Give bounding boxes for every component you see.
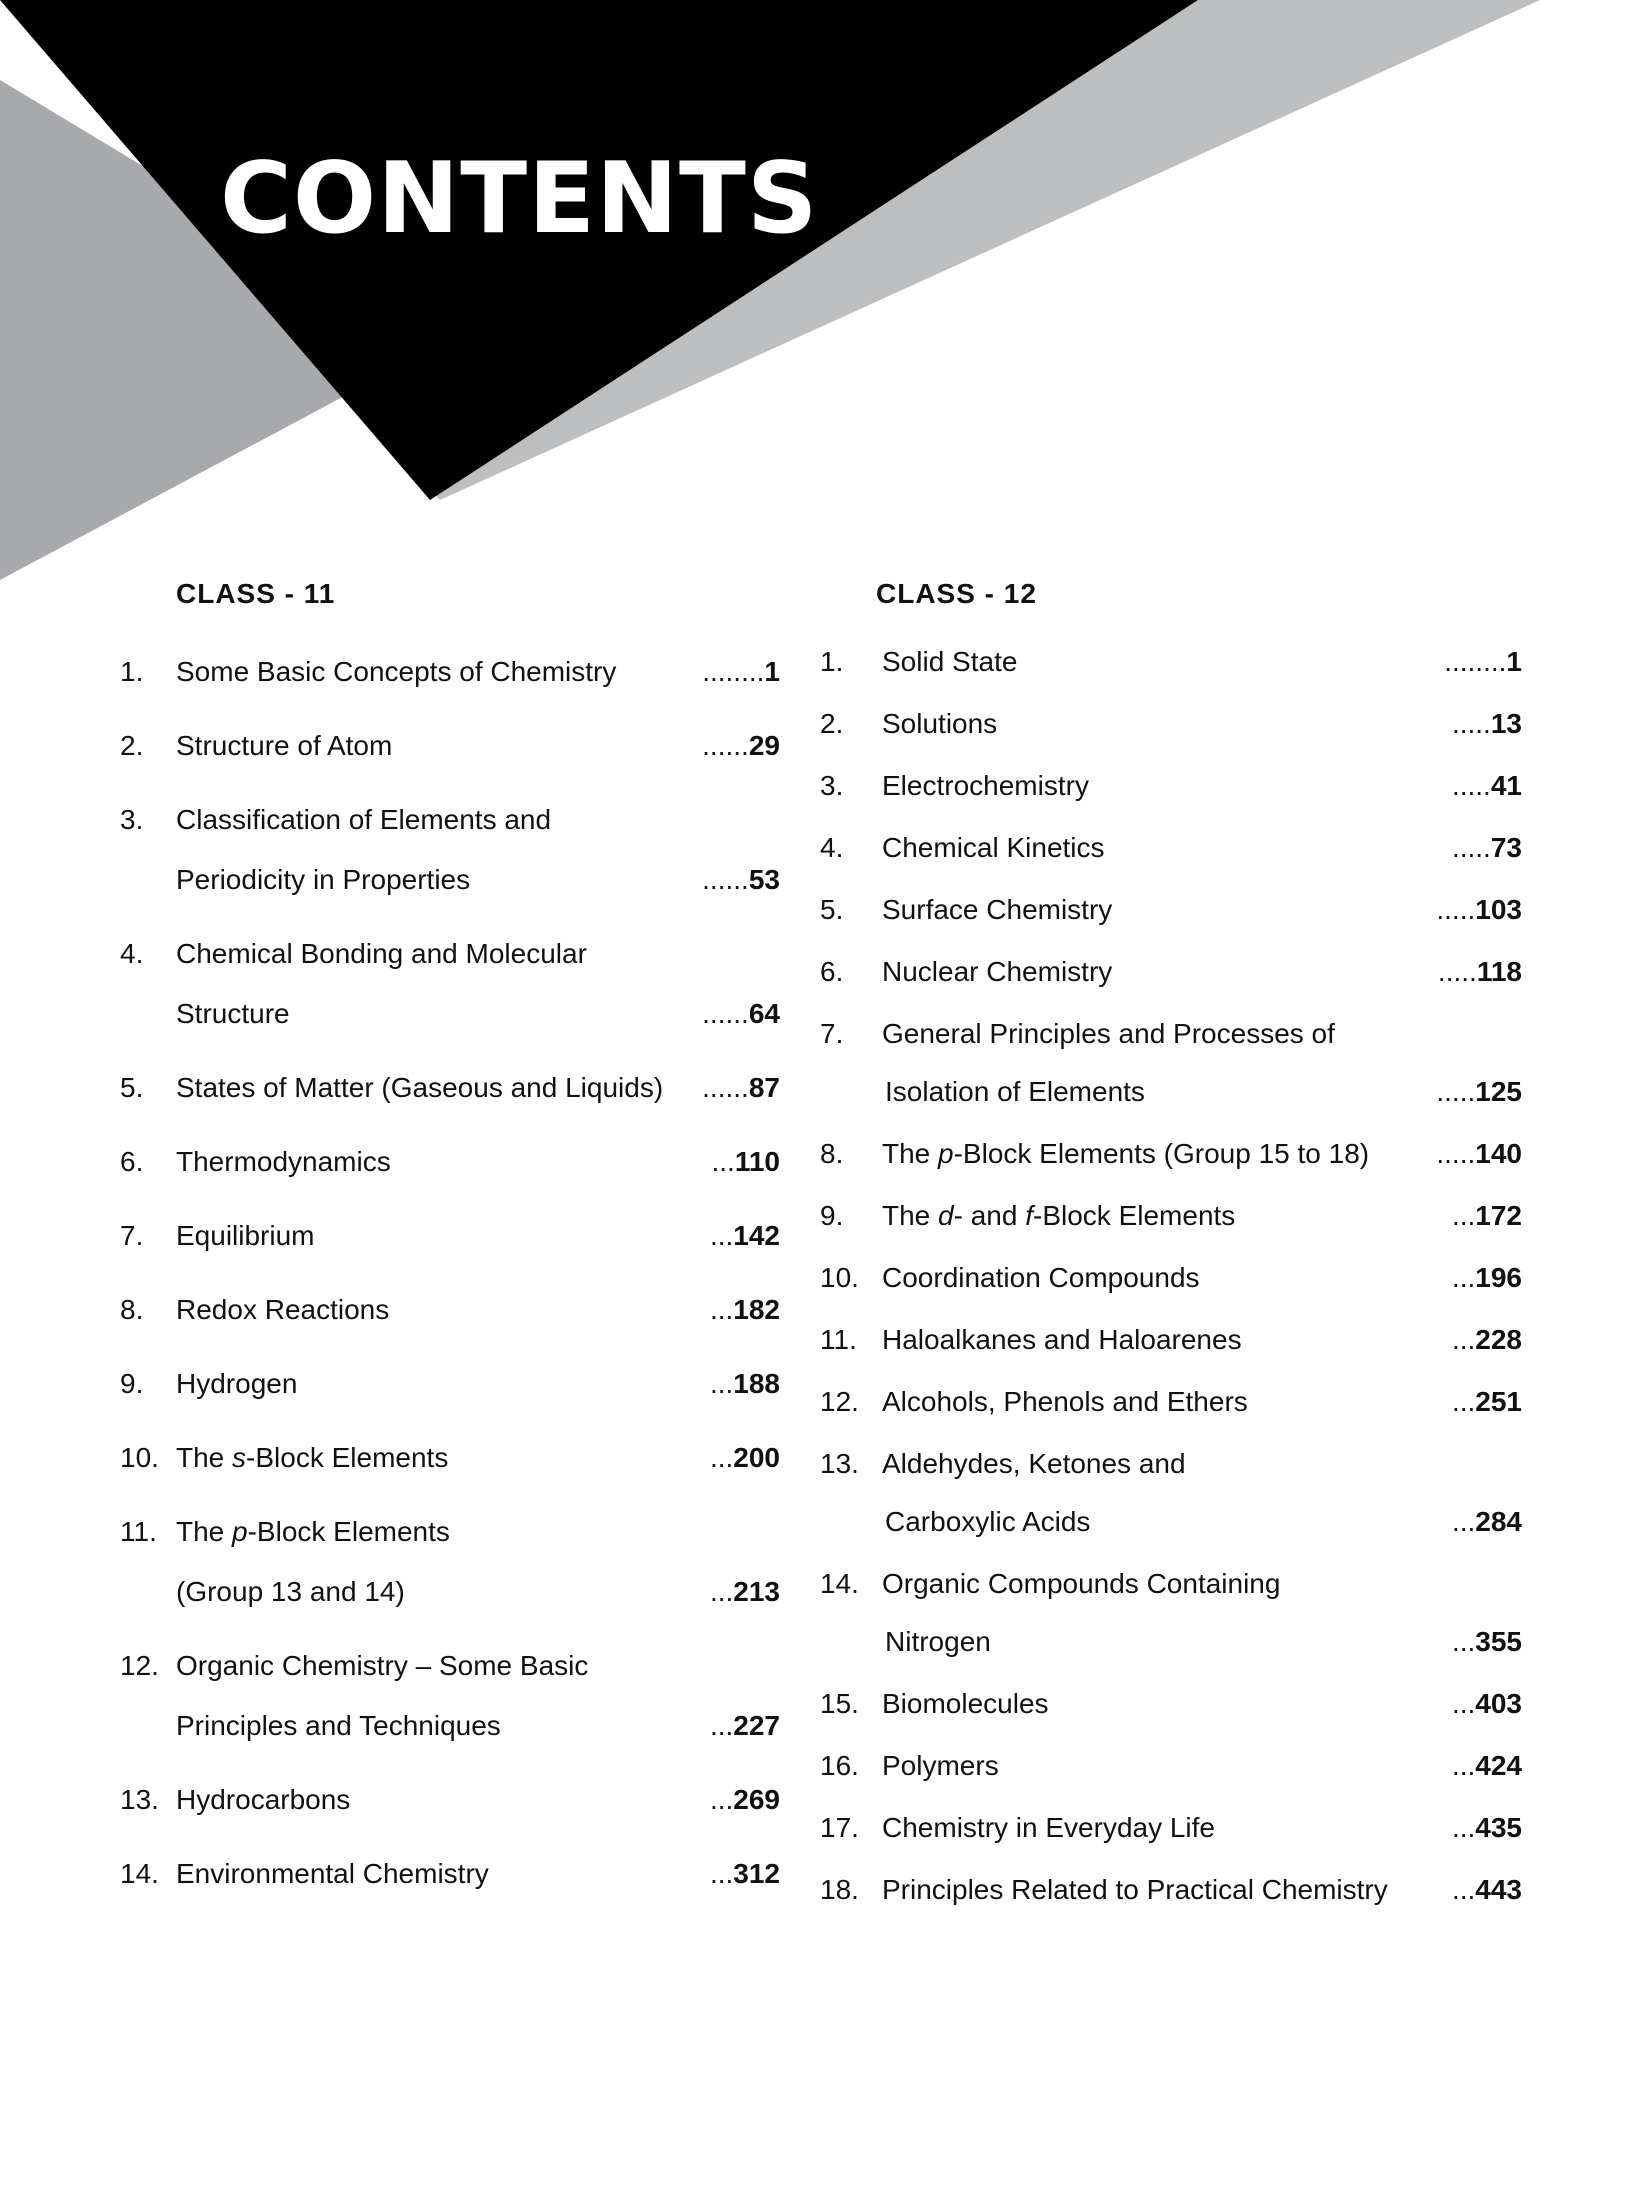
entry-title: Solid State	[882, 646, 1018, 677]
entry-title: Biomolecules	[882, 1688, 1049, 1719]
entry-number: 3.	[120, 804, 144, 835]
entry-number: 13.	[820, 1448, 859, 1479]
entry-title: Electrochemistry	[882, 770, 1089, 801]
entry-number: 11.	[820, 1324, 857, 1355]
toc-entry	[820, 1682, 1522, 1726]
entry-page-number: ...355	[1451, 1626, 1522, 1657]
entry-number: 1.	[820, 646, 844, 677]
entry-page-number: .....118	[1437, 956, 1522, 987]
entry-title: Organic Compounds Containing	[882, 1568, 1281, 1599]
entry-title-continued: Nitrogen	[885, 1626, 991, 1657]
entry-page-number: .....140	[1436, 1138, 1522, 1169]
entry-title: Thermodynamics	[176, 1146, 391, 1177]
entry-page-number: ...188	[709, 1368, 780, 1399]
entry-title: Aldehydes, Ketones and	[882, 1448, 1186, 1479]
toc-entry	[820, 1806, 1522, 1850]
entry-page-number: ...200	[709, 1442, 780, 1473]
entry-number: 11.	[120, 1516, 157, 1547]
entry-number: 2.	[120, 730, 144, 761]
toc-entry	[120, 1644, 780, 1741]
entry-page-number: ...435	[1451, 1812, 1522, 1843]
entry-page-number: .....41	[1451, 770, 1522, 801]
entry-page-number: ...424	[1451, 1750, 1522, 1781]
class-12-heading: CLASS - 12	[876, 578, 1037, 609]
toc-entry	[820, 950, 1522, 994]
entry-number: 10.	[120, 1442, 159, 1473]
entry-page-number: ...196	[1451, 1262, 1522, 1293]
entry-title: Solutions	[882, 708, 998, 739]
entry-page-number: ...312	[709, 1858, 780, 1889]
entry-number: 7.	[120, 1220, 144, 1251]
entry-title: Polymers	[882, 1750, 999, 1781]
toc-entry	[820, 1380, 1522, 1424]
entry-page-number: ...251	[1451, 1386, 1522, 1417]
entry-page-number: ...403	[1451, 1688, 1522, 1719]
entry-page-number: ......29	[702, 730, 780, 761]
entry-number: 5.	[120, 1072, 144, 1103]
entry-number: 9.	[820, 1200, 844, 1231]
toc-entry	[820, 826, 1522, 870]
entry-title: Principles Related to Practical Chemistry	[882, 1874, 1388, 1905]
entry-title: Nuclear Chemistry	[882, 956, 1113, 987]
entry-title: Haloalkanes and Haloarenes	[882, 1324, 1242, 1355]
toc-entry	[820, 1012, 1522, 1107]
toc-entry	[120, 724, 780, 768]
entry-number: 17.	[820, 1812, 859, 1843]
entry-title: Equilibrium	[176, 1220, 315, 1251]
toc-entry	[820, 1744, 1522, 1788]
entry-page-number: ...269	[709, 1784, 780, 1815]
entry-number: 14.	[820, 1568, 859, 1599]
entry-number: 4.	[120, 938, 144, 969]
toc-entry	[820, 640, 1522, 684]
toc-entry	[120, 1852, 780, 1896]
toc-entry	[120, 1140, 780, 1184]
toc-entry	[820, 888, 1522, 932]
entry-title-continued: Isolation of Elements	[885, 1076, 1145, 1107]
entry-number: 13.	[120, 1784, 159, 1815]
entry-number: 12.	[120, 1650, 159, 1681]
entry-number: 9.	[120, 1368, 144, 1399]
entry-number: 8.	[120, 1294, 144, 1325]
toc-entry	[120, 798, 780, 895]
entry-title-continued: Structure	[176, 998, 290, 1029]
entry-page-number: ...443	[1451, 1874, 1522, 1905]
entry-page-number: .....13	[1451, 708, 1522, 739]
toc-entry	[820, 764, 1522, 808]
entry-number: 8.	[820, 1138, 844, 1169]
entry-title: Chemical Kinetics	[882, 832, 1105, 863]
entry-title: Chemistry in Everyday Life	[882, 1812, 1216, 1843]
entry-title: Hydrogen	[176, 1368, 298, 1399]
class-11-heading: CLASS - 11	[176, 578, 336, 609]
entry-title-continued: Periodicity in Properties	[176, 864, 471, 895]
entry-number: 6.	[120, 1146, 144, 1177]
entry-title: Environmental Chemistry	[176, 1858, 489, 1889]
entry-title: States of Matter (Gaseous and Liquids)	[176, 1072, 664, 1103]
entry-title-continued: Principles and Techniques	[176, 1710, 501, 1741]
entry-number: 18.	[820, 1874, 859, 1905]
toc-entry	[820, 1194, 1522, 1238]
toc-entry	[820, 1318, 1522, 1362]
header-banner	[0, 0, 1630, 600]
entry-title: The p-Block Elements	[176, 1516, 450, 1547]
toc-entry	[120, 1436, 780, 1480]
entry-title: Some Basic Concepts of Chemistry	[176, 656, 617, 687]
toc-entry	[120, 650, 780, 694]
entry-title: Organic Chemistry – Some Basic	[176, 1650, 589, 1681]
entry-page-number: .....73	[1451, 832, 1522, 863]
entry-page-number: ...228	[1451, 1324, 1522, 1355]
entry-page-number: ........1	[1444, 646, 1522, 677]
entry-title-continued: Carboxylic Acids	[885, 1506, 1091, 1537]
entry-number: 1.	[120, 656, 144, 687]
entry-number: 4.	[820, 832, 844, 863]
toc-entry	[120, 932, 780, 1029]
entry-title: Coordination Compounds	[882, 1262, 1200, 1293]
entry-title-continued: (Group 13 and 14)	[176, 1576, 405, 1607]
entry-page-number: ......64	[702, 998, 780, 1029]
entry-title: The p-Block Elements (Group 15 to 18)	[882, 1138, 1370, 1169]
entry-title: Redox Reactions	[176, 1294, 390, 1325]
entry-number: 10.	[820, 1262, 859, 1293]
toc-entry	[120, 1362, 780, 1406]
toc-entry	[820, 1442, 1522, 1537]
entry-title: Alcohols, Phenols and Ethers	[882, 1386, 1248, 1417]
entry-title: The d- and f-Block Elements	[882, 1200, 1236, 1231]
entry-page-number: ...227	[709, 1710, 780, 1741]
entry-number: 2.	[820, 708, 844, 739]
entry-page-number: ...284	[1451, 1506, 1522, 1537]
toc-entry	[120, 1288, 780, 1332]
entry-page-number: ........1	[702, 656, 780, 687]
entry-number: 14.	[120, 1858, 159, 1889]
entry-title: The s-Block Elements	[176, 1442, 449, 1473]
entry-page-number: ...182	[709, 1294, 780, 1325]
entry-page-number: ...172	[1451, 1200, 1522, 1231]
toc-entry	[120, 1510, 780, 1607]
toc-entry	[120, 1778, 780, 1822]
entry-number: 15.	[820, 1688, 859, 1719]
toc-entry	[820, 1868, 1522, 1912]
entry-number: 3.	[820, 770, 844, 801]
entry-title: Hydrocarbons	[176, 1784, 351, 1815]
toc-entry	[120, 1066, 780, 1110]
entry-page-number: ...110	[711, 1146, 780, 1177]
toc-entry	[820, 1132, 1522, 1176]
entry-title: Surface Chemistry	[882, 894, 1113, 925]
entry-number: 5.	[820, 894, 844, 925]
page-title: CONTENTS	[220, 142, 819, 256]
entry-page-number: .....103	[1436, 894, 1522, 925]
entry-page-number: .....125	[1436, 1076, 1522, 1107]
toc-entry	[820, 1256, 1522, 1300]
entry-title: Classification of Elements and	[176, 804, 552, 835]
entry-page-number: ......87	[702, 1072, 780, 1103]
entry-number: 12.	[820, 1386, 859, 1417]
entry-page-number: ......53	[702, 864, 780, 895]
entry-page-number: ...213	[709, 1576, 780, 1607]
entry-number: 16.	[820, 1750, 859, 1781]
toc-entry	[820, 1562, 1522, 1657]
entry-title: Structure of Atom	[176, 730, 393, 761]
toc-entry	[820, 702, 1522, 746]
entry-title: Chemical Bonding and Molecular	[176, 938, 587, 969]
entry-number: 7.	[820, 1018, 844, 1049]
entry-number: 6.	[820, 956, 844, 987]
toc-entry	[120, 1214, 780, 1258]
entry-page-number: ...142	[709, 1220, 780, 1251]
entry-title: General Principles and Processes of	[882, 1018, 1335, 1049]
